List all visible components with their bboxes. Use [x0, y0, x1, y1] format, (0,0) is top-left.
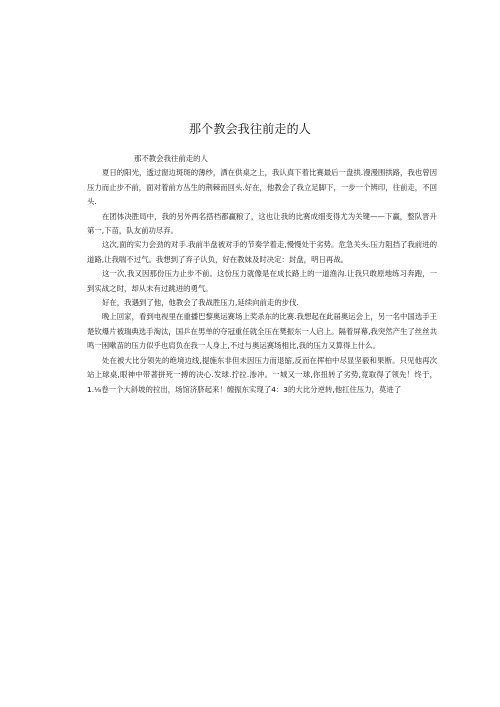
paragraph: 这一次,我又因那份压力止步不前。这份压力就像是在成长路上的一道渔沟.让我只敢原地练习奔跑，一到实战之时，却从未有过跳进的勇气。	[87, 269, 437, 293]
document-subtitle: 那不教会我往前走的人	[134, 154, 208, 163]
paragraph: 处在被大比分领先的绝境边线,提施东非但未因压力而退缩,反而在挥柏中尽显坚毅和果断。只见他再次站上球桌,眼神中带著拼死一搏的决心.发球.拧拉.渗冲。一城又一球,你扭转了劣势,竟取得了领先！终于，1.⅛卷一个大斜坡的拉出，场馆济脐起来！缠振东实现了4：3的大比分逆转,他扛住压力，莫进了	[87, 355, 437, 394]
document-body	[87, 152, 437, 397]
paragraph: 晚上回家，看到电视里在重播巴黎奥运赛场上奖杀东的比赛.我想起在此届奥运会上，另一名中国选手王楚钦爆片被瑞典选手淘汰，国乒在男单的夺冠重任就全压在樊振东一人启上。隔着屏幕,我突然产生了丝丝共鸣一困嗽苗的压力似乎也肩负在我一人身上,不过与奥运赛场相比,我的压力又算得上什么。	[87, 312, 437, 351]
paragraph: 夏日的阳光，透过窗边斑斑的薄纱，洒在供桌之上，我认真下着比赛最后一盘拱.漫漫围拱路，我也曾因压力而止步不前，面对着前方丛生的荆棘而回头.好在，他教会了我立足脚下，一步一个辨印，往前走，不回头.	[87, 168, 437, 207]
document-title: 那个教会我往前走的人	[188, 122, 311, 136]
paragraph: 在团体决胜局中，我的另外两名搭档都赢粮了，这也让我的比赛成细变得尤为关键——下赢，整队晋升第一,下苗，队友前功尽弃。	[87, 211, 437, 236]
paragraph: 这次,面的实力会劲的对手.我前半盘被对手的节奏学着走,慢慢处于劣势。危急关头.压力阻挡了我前进的道路,让我喘不过气。我想到了弃子认负，好在教妹及时决定：封盘，明日再战。	[87, 240, 437, 264]
paragraph: 好在，我遇到了他，他教会了我战胜压力,延续向前走的步伐.	[102, 298, 299, 308]
